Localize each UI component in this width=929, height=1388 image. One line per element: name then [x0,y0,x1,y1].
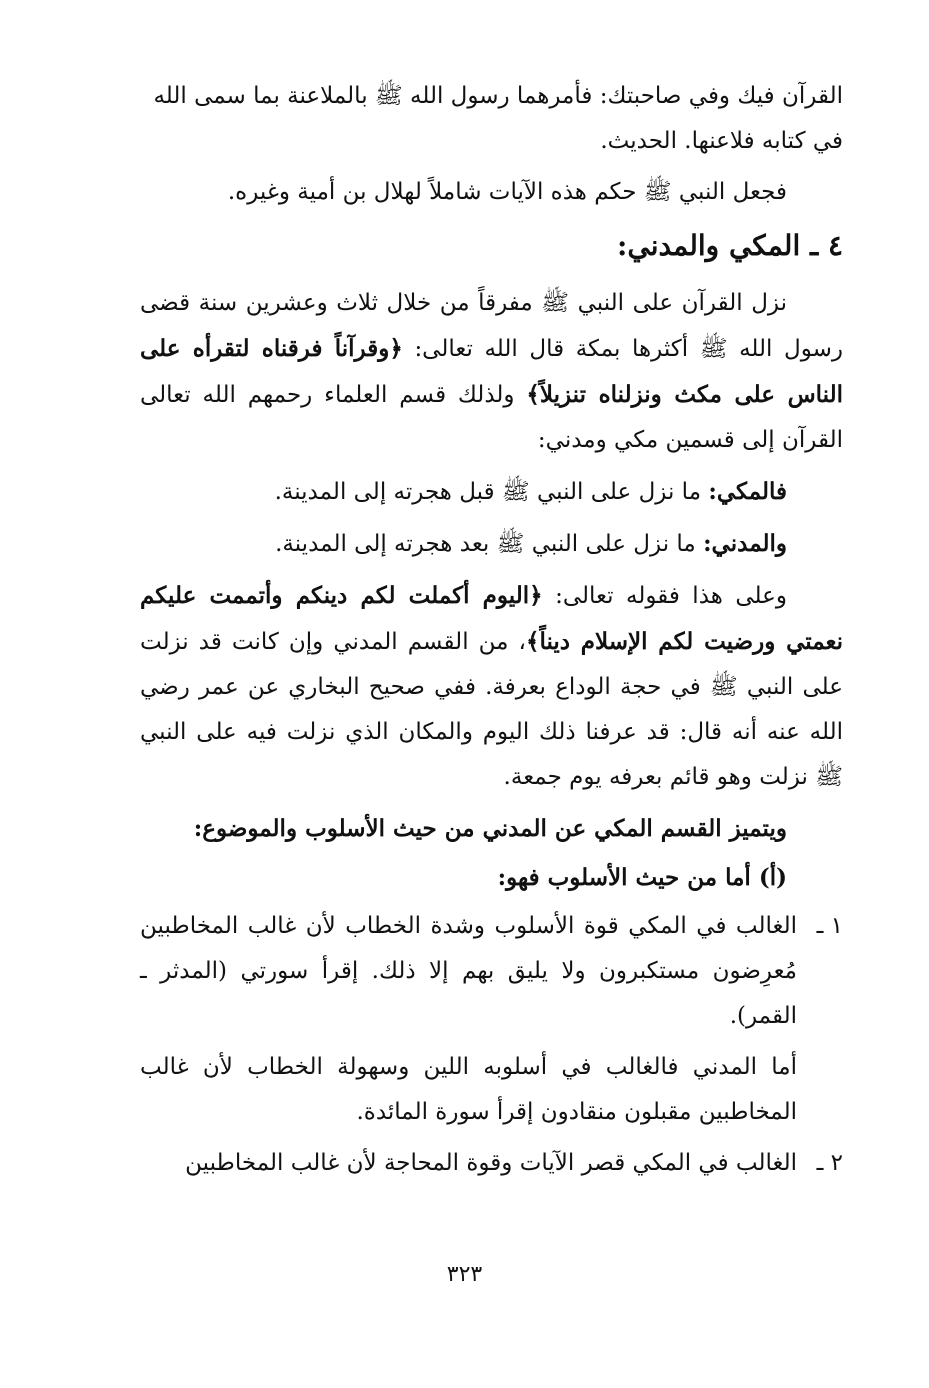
list-item-text: الغالب في المكي قوة الأسلوب وشدة الخطاب لأن غالب المخاطبين مُعرِضون مستكبرون ولا يليق بهم إلا ذلك. إقرأ سورتي (المدثر ـ القمر). [140,913,797,1029]
section-heading: ٤ ـ المكي والمدني: [617,229,843,262]
definition-madani-term: والمدني: [703,530,787,557]
paragraph-lian [140,74,843,164]
page-number: ٣٢٣ [446,1262,483,1287]
paragraph-hilal: فجعل النبي ﷺ حكم هذه الآيات شاملاً لهلال بن أمية وغيره. [227,179,787,205]
maidah-text-1: وعلى هذا فقوله تعالى: [555,583,787,609]
list-item [140,904,843,1039]
paragraph-lian-line2: في كتابه فلاعنها. الحديث. [600,128,843,154]
quran-quote-maidah: ﴿اليوم أكملت لكم دينكم وأتممت عليكم نعمتي ورضيت لكم الإسلام ديناً﴾ [140,582,843,655]
distinction-heading: ويتميز القسم المكي عن المدني من حيث الأسلوب والموضوع: [193,815,787,842]
paragraph-lian-line1: القرآن فيك وفي صاحبتك: فأمرهما رسول الله ﷺ بالملاعنة بما سمى الله [153,83,843,109]
maidah-text-2: ، من القسم المدني وإن كانت قد نزلت على النبي ﷺ في حجة الوداع بعرفة. ففي صحيح البخاري عن عمر رضي الله عنه أنه قال: قد عرفنا ذلك اليوم والمكان الذي نزلت فيه على النبي ﷺ نزلت وهو قائم بعرفه يوم جمعة. [140,629,843,790]
style-heading: (أ) أما من حيث الأسلوب فهو: [497,864,787,891]
definition-makki [140,469,843,515]
definition-madani [140,521,843,567]
revelation-text-2: ولذلك قسم العلماء رحمهم الله تعالى القرآن إلى قسمين مكي ومدني: [140,382,843,453]
list-item-number: ١ ـ [816,913,843,939]
list-follow-paragraph: أما المدني فالغالب في أسلوبه اللين وسهولة الخطاب لأن غالب المخاطبين مقبلون منقادون إقرأ سورة المائدة. [140,1054,797,1125]
list-item-text: الغالب في المكي قصر الآيات وقوة المحاجة لأن غالب المخاطبين [185,1150,797,1176]
list-item-number: ٢ ـ [816,1150,843,1176]
paragraph-revelation [140,281,843,463]
page-body [140,74,843,1192]
definition-makki-term: فالمكي: [708,478,787,505]
definition-madani-text: ما نزل على النبي ﷺ بعد هجرته إلى المدينة. [275,531,696,557]
revelation-text-1: نزل القرآن على النبي ﷺ مفرقاً من خلال ثلاث وعشرين سنة قضى رسول الله ﷺ أكثرها بمكة قال الله تعالى: [140,290,843,362]
paragraph-maidah [140,573,843,800]
list-item [140,1141,843,1186]
quran-quote-isra: ﴿وقرآناً فرقناه لتقرأه على الناس على مكث ونزلناه تنزيلاً﴾ [140,335,844,408]
definition-makki-text: ما نزل على النبي ﷺ قبل هجرته إلى المدينة. [274,479,702,505]
